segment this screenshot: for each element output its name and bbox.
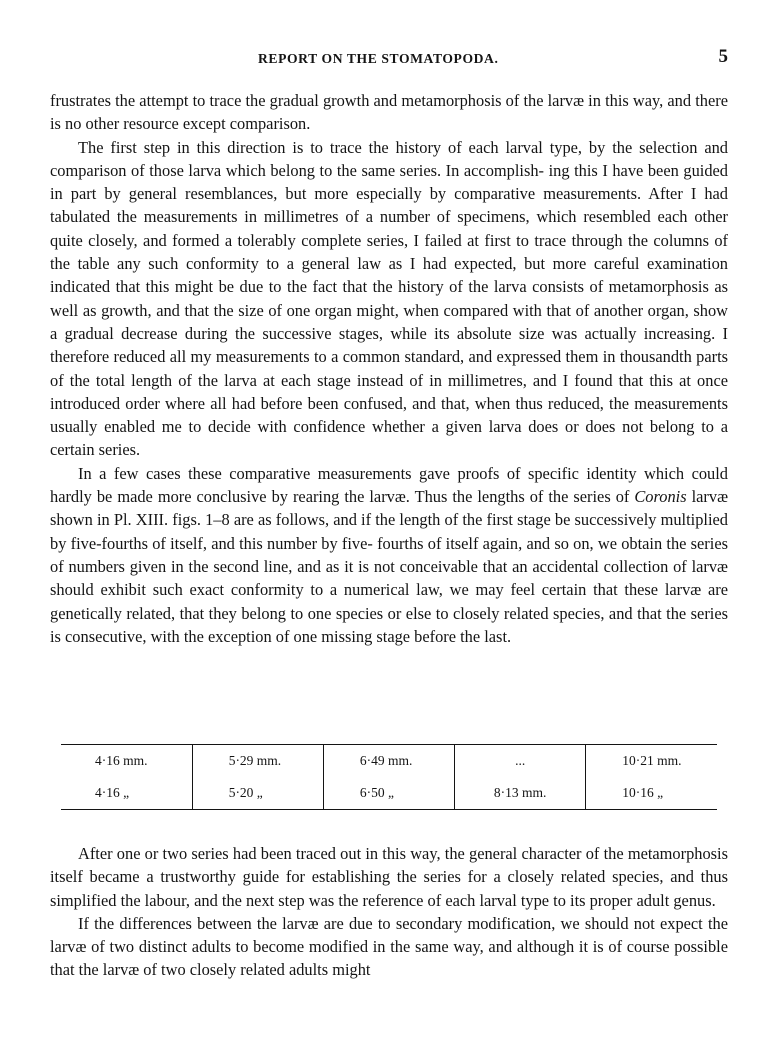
text-line: If the differences between the larvæ are due to secondary modification, we should not — [78, 913, 655, 933]
paragraph-2 — [50, 136, 728, 462]
text-line: frustrates the attempt to trace the gradual growth and metamorphosis of the larvæ in — [50, 91, 601, 110]
text-line: each stage instead of in millimetres, and I found that this at once introduced order — [50, 370, 728, 413]
body-text-upper — [50, 89, 728, 648]
table-cell: 8·13 mm. — [455, 777, 586, 809]
text-line: usually enabled me to decide with confidence whether a given larva does or does not — [50, 417, 644, 437]
page-number: 5 — [718, 46, 728, 67]
table-cell: 4·16 „ — [95, 785, 130, 800]
table-cell: 6·50 „ — [323, 777, 454, 809]
table-row — [61, 777, 717, 809]
text-line: as well as growth, and that the size of one organ might, when compared with that of — [50, 277, 728, 320]
text-line: expect the larvæ of two distinct adults to become modified in the same way, and — [50, 913, 728, 957]
text-line: first stage be successively multiplied by five-fourths of itself, and this number by five- — [50, 510, 728, 553]
page-header — [0, 46, 776, 72]
paragraph-3 — [50, 462, 728, 648]
running-title: REPORT ON THE STOMATOPODA. — [258, 51, 499, 66]
text-line-suffix: larvæ shown in Pl. XIII. figs. 1–8 are as follows, and if the length of the — [50, 487, 729, 530]
paragraph-1 — [50, 89, 728, 136]
text-line: standard, and expressed them in thousandth parts of the total length of the larva at — [50, 347, 729, 390]
genus-name: Coronis — [634, 487, 687, 507]
text-line: After one or two series had been traced out in this way, the general character of the — [78, 844, 624, 863]
text-line: selection and comparison of those larva which belong to the same series. In accomplish- — [50, 137, 728, 180]
text-line: size was actually increasing. I therefore reduced all my measurements to a common — [50, 323, 728, 367]
text-line: although it is of course possible that the larvæ of two closely related adults might — [50, 937, 728, 980]
text-line: each larval type to its proper adult genus. — [445, 890, 716, 910]
table-cell: ... — [455, 745, 586, 777]
text-line: number of specimens, which resembled each other quite closely, and formed a tolerably — [50, 207, 728, 250]
table-cell: 6·49 mm. — [323, 745, 454, 777]
text-line: that this might be due to the fact that the history of the larva consists of metamorphosis — [115, 277, 709, 297]
table-row — [61, 745, 717, 777]
text-line: related, that they belong to one species or else to closely related species, and that the — [126, 603, 687, 623]
text-line: ing this I have been guided in part by general resemblances, but more especially by — [50, 160, 728, 204]
text-line: complete series, I failed at first to trace through the columns of the table any such — [50, 230, 729, 274]
table-cell: 5·20 „ — [192, 777, 323, 809]
text-line: metamorphosis itself became a trustworthy guide for establishing the series for a closely — [50, 844, 728, 887]
text-line: comparative measurements. After I had tabulated the measurements in millimetres of a — [50, 184, 728, 227]
paragraph-4 — [50, 842, 728, 912]
measurement-table — [61, 744, 717, 810]
paragraph-5 — [50, 912, 728, 982]
text-line: another organ, show a gradual decrease during the successive stages, while its absolute — [50, 300, 728, 343]
text-line: exact conformity to a numerical law, we may feel certain that these larvæ are genetically — [50, 580, 728, 623]
text-line: where all had before been confused, and that, when thus reduced, the measurements — [165, 393, 728, 413]
table-cell: 10·16 „ — [586, 777, 717, 809]
text-line: In a few cases these comparative measurements gave proofs of specific identity which — [78, 463, 685, 483]
text-line-prefix: series of — [573, 487, 635, 507]
text-line: fourths of itself again, and so on, we obtain the series of numbers given in the second line, — [50, 533, 728, 576]
text-line: series is consecutive, with the exception of one missing stage before the last. — [50, 603, 728, 646]
body-text-lower — [50, 842, 728, 982]
text-line: conformity to a general law as I had expected, but more careful examination indicated — [50, 254, 728, 297]
table-cell: 10·21 mm. — [586, 745, 717, 777]
text-line: and as it is not conceivable that an accidental collection of larvæ should exhibit such — [50, 556, 728, 600]
text-line: related species, and thus simplified the labour, and the next step was the reference of — [50, 867, 729, 910]
text-line: belong to a certain series. — [50, 417, 728, 460]
table-cell: 4·16 mm. — [95, 753, 148, 768]
text-line: The first step in this direction is to trace the history of each larval type, by the — [78, 137, 633, 157]
text-line: this way, and there is no other resource except comparison. — [50, 91, 728, 134]
table-cell: 5·29 mm. — [192, 745, 323, 777]
text-line: could hardly be made more conclusive by rearing the larvæ. Thus the lengths of the — [50, 463, 728, 507]
